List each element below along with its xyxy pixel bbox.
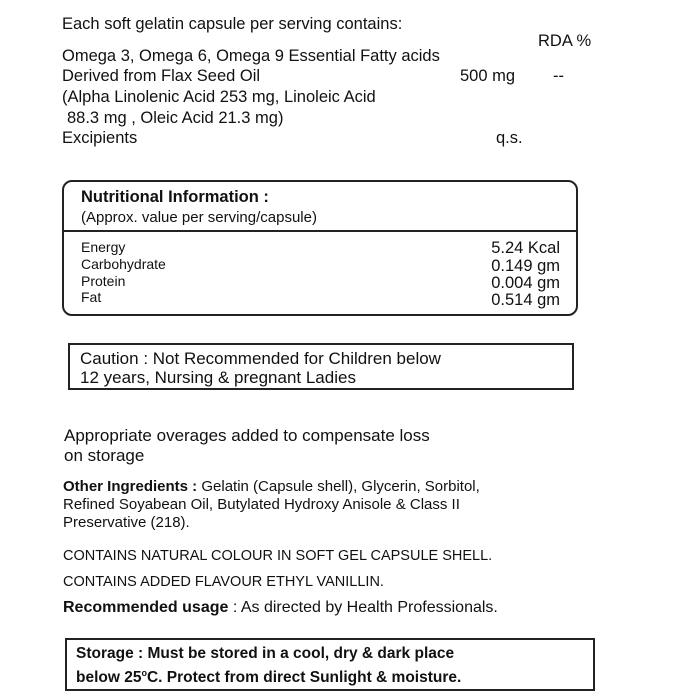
excipients-label: Excipients xyxy=(62,129,138,147)
other-ingredients-text-1: Gelatin (Capsule shell), Glycerin, Sorbitol, xyxy=(197,478,480,495)
caution-line-2: 12 years, Nursing & pregnant Ladies xyxy=(80,368,356,387)
composition-rda-value: -- xyxy=(553,67,564,85)
storage-line-2-b: C. Protect from direct Sunlight & moisture. xyxy=(146,669,462,687)
nutrition-value-fat: 0.514 gm xyxy=(491,291,560,309)
nutrition-label-energy: Energy xyxy=(81,239,126,255)
nutrition-label-carbohydrate: Carbohydrate xyxy=(81,256,166,272)
notice-flavour: CONTAINS ADDED FLAVOUR ETHYL VANILLIN. xyxy=(63,574,384,590)
other-ingredients-line-1 xyxy=(63,478,480,495)
excipients-amount: q.s. xyxy=(496,129,523,147)
composition-line-2: Derived from Flax Seed Oil xyxy=(62,67,261,85)
nutrition-divider xyxy=(64,230,576,232)
composition-line-3: (Alpha Linolenic Acid 253 mg, Linoleic Acid xyxy=(62,88,376,106)
other-ingredients-label: Other Ingredients : xyxy=(63,478,198,495)
nutrition-value-protein: 0.004 gm xyxy=(491,274,560,292)
nutrition-value-energy: 5.24 Kcal xyxy=(491,239,560,257)
rda-header: RDA % xyxy=(538,32,592,50)
nutrition-title: Nutritional Information : xyxy=(81,188,269,206)
caution-line-1: Caution : Not Recommended for Children below xyxy=(80,349,441,368)
nutrition-subtitle: (Approx. value per serving/capsule) xyxy=(81,209,317,226)
overages-line-2: on storage xyxy=(64,446,145,465)
recommended-usage-text: : As directed by Health Professionals. xyxy=(228,599,498,616)
nutrition-value-carbohydrate: 0.149 gm xyxy=(491,257,560,275)
nutrition-label-fat: Fat xyxy=(81,289,102,305)
nutrition-label-protein: Protein xyxy=(81,273,126,289)
storage-line-2 xyxy=(76,665,461,686)
composition-line-1: Omega 3, Omega 6, Omega 9 Essential Fatty acids xyxy=(62,47,440,65)
storage-line-2-a: below 25 xyxy=(76,669,142,687)
storage-degree: o xyxy=(141,668,147,678)
composition-line-4: 88.3 mg , Oleic Acid 21.3 mg) xyxy=(67,109,284,127)
overages-line-1: Appropriate overages added to compensate loss xyxy=(64,426,430,445)
nutrition-box xyxy=(62,180,578,316)
storage-box xyxy=(65,638,595,691)
other-ingredients-line-3: Preservative (218). xyxy=(63,514,190,531)
composition-heading: Each soft gelatin capsule per serving contains: xyxy=(62,15,403,33)
caution-box xyxy=(68,343,574,390)
recommended-usage xyxy=(63,598,498,617)
composition-amount: 500 mg xyxy=(460,67,516,85)
other-ingredients-line-2: Refined Soyabean Oil, Butylated Hydroxy Anisole & Class II xyxy=(63,496,460,513)
storage-line-1: Storage : Must be stored in a cool, dry & dark place xyxy=(76,645,455,662)
recommended-usage-label: Recommended usage xyxy=(63,599,229,616)
notice-colour: CONTAINS NATURAL COLOUR IN SOFT GEL CAPSULE SHELL. xyxy=(63,548,493,564)
